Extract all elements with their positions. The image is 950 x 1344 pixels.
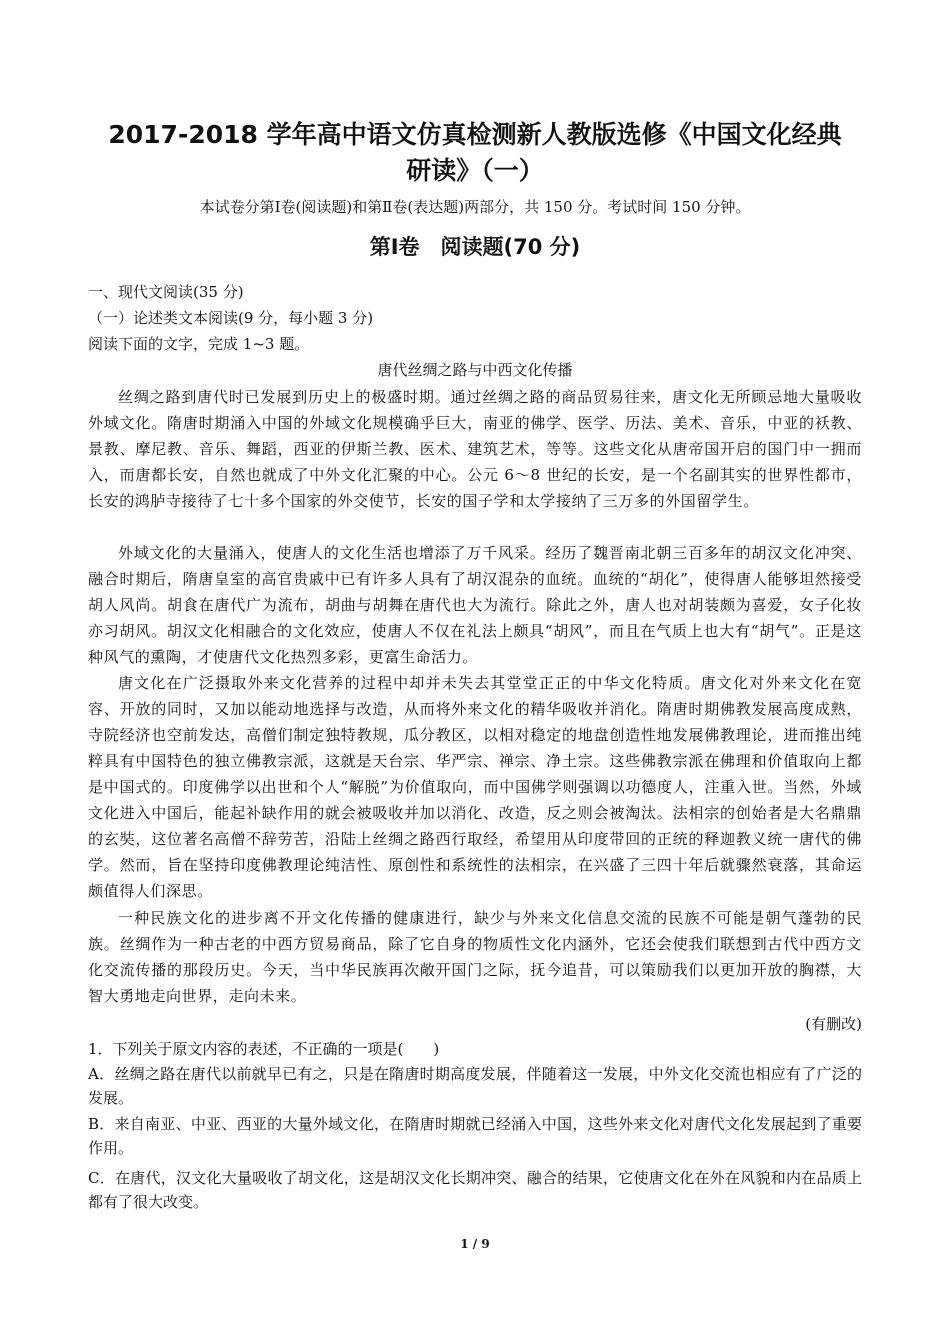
doc-title-line1: 2017-2018 学年高中语文仿真检测新人教版选修《中国文化经典 — [108, 120, 842, 149]
paragraph-text: 丝绸之路到唐代时已发展到历史上的极盛时期。通过丝绸之路的商品贸易往来，唐文化无所顾忌地大量吸收外域文化。隋唐时期涌入中国的外域文化规模确乎巨大，南亚的佛学、医学、历法、美术、音乐，中亚的袄教、景教、摩尼教、音乐、舞蹈，西亚的伊斯兰教、医术、建筑艺术，等等。这些文化从唐帝国开启的国门中一拥而入，而唐都长安，自然也就成了中外文化汇聚的中心。公元 6～8 世纪的长安，是一个名副其实的世界性都市，长安的鸿胪寺接待了七十多个国家的外交使节，长安的国子学和太学接纳了三万多的外国留学生。 — [88, 388, 862, 510]
exam-intro: 本试卷分第Ⅰ卷(阅读题)和第Ⅱ卷(表达题)两部分，共 150 分。考试时间 150 分钟。 — [199, 198, 751, 216]
paragraph-text: 一种民族文化的进步离不开文化传播的健康进行，缺少与外来文化信息交流的民族不可能是朝气蓬勃的民族。丝绸作为一种古老的中西方贸易商品，除了它自身的物质性文化内涵外，它还会使我们联想到古代中西方文化交流传播的那段历史。今天，当中华民族再次敞开国门之际，抚今追昔，可以策励我们以更加开放的胸襟，大智大勇地走向世界，走向未来。 — [88, 909, 862, 1005]
question-1-option-b: B．来自南亚、中亚、西亚的大量外域文化，在隋唐时期就已经涌入中国，这些外来文化对唐代文化发展起到了重要作用。 — [88, 1115, 862, 1157]
question-1-option-c: C．在唐代，汉文化大量吸收了胡文化，这是胡汉文化长期冲突、融合的结果，它使唐文化在外在风貌和内在品质上都有了很大改变。 — [88, 1169, 862, 1211]
paragraph-text: 唐文化在广泛摄取外来文化营养的过程中却并未失去其堂堂正正的中华文化特质。唐文化对外来文化在宽容、开放的同时，又加以能动地选择与改造，从而将外来文化的精华吸收并消化。隋唐时期佛教发展高度成熟，寺院经济也空前发达，高僧们制定独特教规，瓜分教区，以相对稳定的地盘创造性地发展佛教理论，进而推出纯粹具有中国特色的独立佛教宗派，这就是天台宗、华严宗、禅宗、净土宗。这些佛教宗派在佛理和价值取向上都是中国式的。印度佛学以出世和个人“解脱”为价值取向，而中国佛学则强调以功德度人，注重入世。当然，外域文化进入中国后，能起补缺作用的就会被吸收并加以消化、改造，反之则会被淘汰。法相宗的创始者是大名鼎鼎的玄奘，这位著名高僧不辞劳苦，沿陆上丝绸之路西行取经，希望用从印度带回的正统的释迦教义统一唐代的佛学。然而，旨在坚持印度佛教理论纯洁性、原创性和系统性的法相宗，在兴盛了三四十年后就骤然衰落，其命运颇值得人们深思。 — [88, 674, 862, 900]
part-heading: 一、现代文阅读(35 分) — [88, 283, 244, 301]
section-title: 第Ⅰ卷 阅读题(70 分) — [369, 235, 581, 259]
article-paragraph-1 — [88, 384, 862, 514]
question-1-option-a: A．丝绸之路在唐代以前就早已有之，只是在隋唐时期高度发展，伴随着这一发展，中外文化交流也相应有了广泛的发展。 — [88, 1065, 862, 1107]
page-number: 1 / 9 — [460, 1237, 490, 1251]
article-title: 唐代丝绸之路与中西文化传播 — [377, 361, 573, 379]
article-paragraph-2 — [88, 540, 862, 670]
reading-instruction: 阅读下面的文字，完成 1~3 题。 — [88, 335, 310, 353]
article-paragraph-3 — [88, 670, 862, 904]
subpart-heading: （一）论述类文本阅读(9 分，每小题 3 分) — [88, 309, 374, 327]
question-1-stem: 1．下列关于原文内容的表述，不正确的一项是( ) — [88, 1040, 440, 1058]
edit-note: (有删改) — [805, 1015, 862, 1033]
doc-title-line2: 研读》（一） — [406, 156, 544, 185]
paragraph-text: 外域文化的大量涌入，使唐人的文化生活也增添了万千风采。经历了魏晋南北朝三百多年的胡汉文化冲突、融合时期后，隋唐皇室的高官贵戚中已有许多人具有了胡汉混杂的血统。血统的“胡化”，使得唐人能够坦然接受胡人风尚。胡食在唐代广为流布，胡曲与胡舞在唐代也大为流行。除此之外，唐人也对胡装颇为喜爱，女子化妆亦习胡风。胡汉文化相融合的文化效应，使唐人不仅在礼法上颇具“胡风”，而且在气质上也大有“胡气”。正是这种风气的熏陶，才使唐代文化热烈多彩，更富生命活力。 — [88, 544, 862, 666]
article-paragraph-4 — [88, 905, 862, 1009]
